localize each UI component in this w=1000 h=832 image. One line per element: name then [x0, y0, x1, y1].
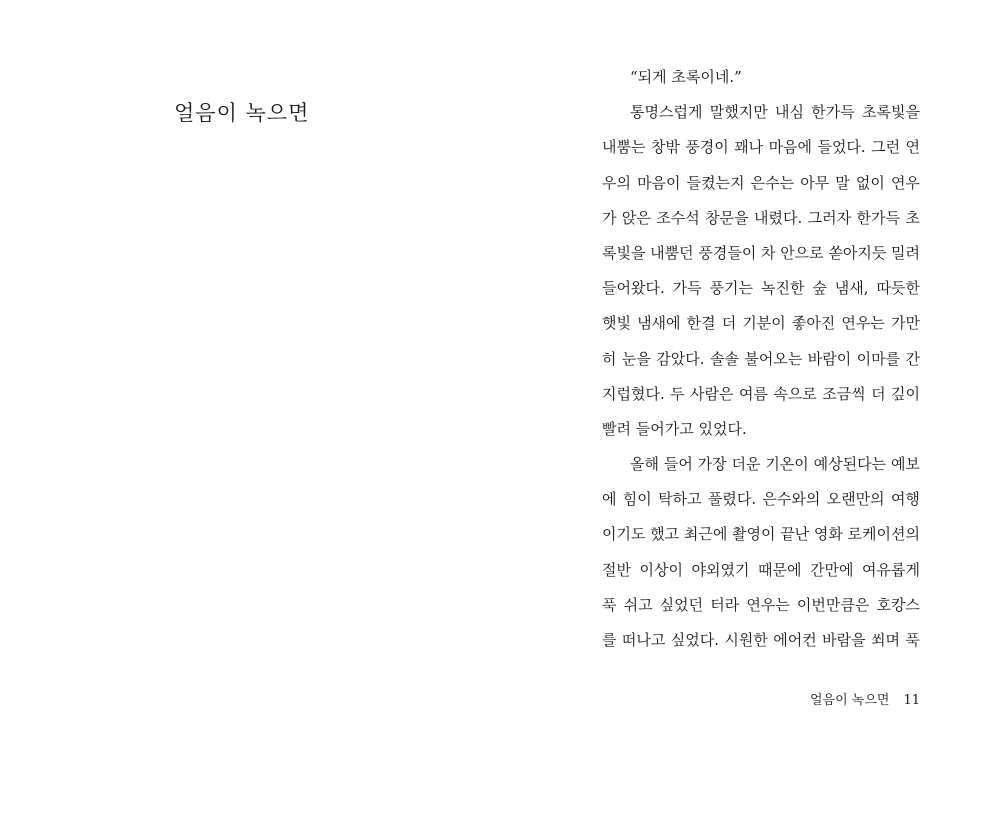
text-line: 절반 이상이 야외였기 때문에 간만에 여유롭게	[602, 560, 920, 579]
text-line: 록빛을 내뿜던 풍경들이 차 안으로 쏟아지듯 밀려	[602, 243, 920, 262]
text-line: 빨려 들어가고 있었다.	[602, 419, 747, 438]
text-line: 우의 마음이 들켰는지 은수는 아무 말 없이 연우	[602, 173, 920, 192]
text-line: 이기도 했고 최근에 촬영이 끝난 영화 로케이션의	[602, 525, 920, 544]
text-line: 히 눈을 감았다. 솔솔 불어오는 바람이 이마를 간	[602, 349, 920, 368]
text-line: 내뿜는 창밖 풍경이 꽤나 마음에 들었다. 그런 연	[602, 138, 920, 157]
text-line: 올해 들어 가장 더운 기온이 예상된다는 예보	[630, 455, 920, 474]
text-line: 지럽혔다. 두 사람은 여름 속으로 조금씩 더 깊이	[602, 384, 920, 403]
page-number: 11	[903, 693, 920, 708]
text-line: 가 앉은 조수석 창문을 내렸다. 그러자 한가득 초	[602, 208, 920, 227]
text-line: 를 떠나고 싶었다. 시원한 에어컨 바람을 쐬며 푹	[602, 631, 920, 649]
text-line: 푹 쉬고 싶었던 터라 연우는 이번만큼은 호캉스	[602, 595, 920, 614]
text-line: 들어왔다. 가득 풍기는 녹진한 숲 냄새, 따듯한	[602, 279, 920, 298]
chapter-title: 얼음이 녹으면	[174, 101, 310, 125]
text-line: 에 힘이 탁하고 풀렸다. 은수와의 오랜만의 여행	[602, 490, 920, 509]
right-page	[500, 0, 1000, 832]
text-line: 통명스럽게 말했지만 내심 한가득 초록빛을	[630, 103, 920, 122]
running-head: 얼음이 녹으면	[809, 693, 890, 708]
text-line: “되게 초록이네.”	[630, 68, 742, 86]
body-text	[602, 60, 920, 658]
page-footer	[810, 689, 920, 708]
text-line: 햇빛 냄새에 한결 더 기분이 좋아진 연우는 가만	[602, 314, 920, 333]
